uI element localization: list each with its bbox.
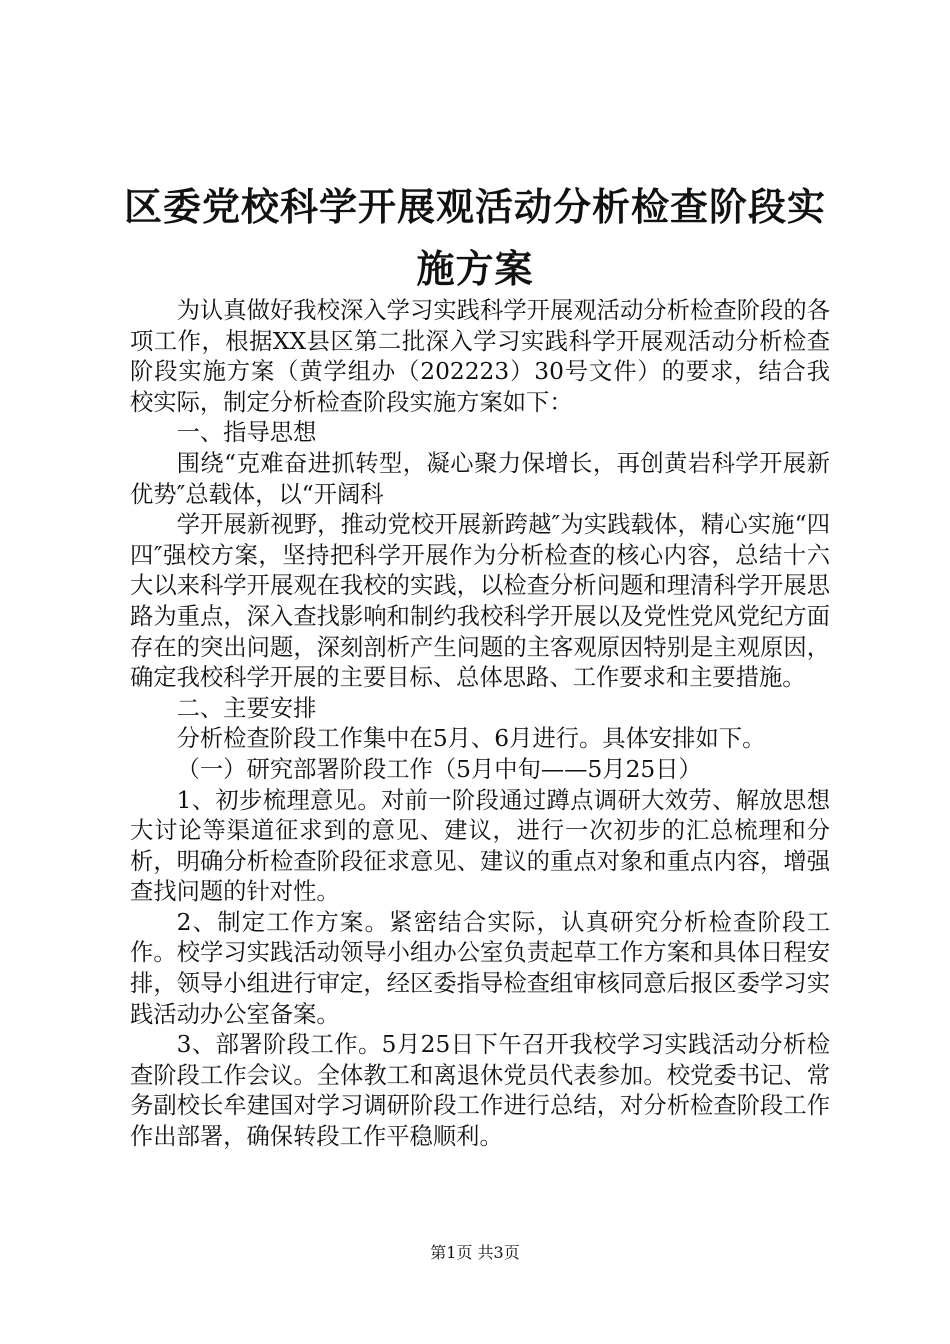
page-footer: 第1页 共3页 (430, 1243, 520, 1262)
paragraph-item-2: 2、制定工作方案。紧密结合实际，认真研究分析检查阶段工作。校学习实践活动领导小组办公室负责起草工作方案和具体日程安排，领导小组进行审定，经区委指导检查组审核同意后报区委学习实践活动办公室备案。 (130, 908, 830, 1028)
subsection-heading-research-deploy: （一）研究部署阶段工作（5月中旬——5月25日） (176, 755, 702, 783)
page-title: 区委党校科学开展观活动分析检查阶段实施方案 (123, 184, 826, 291)
paragraph-theme: 围绕“克难奋进抓转型，凝心聚力保增长，再创黄岩科学开展新优势″总载体，以“开阔科 (130, 449, 830, 508)
paragraph-item-1: 1、初步梳理意见。对前一阶段通过蹲点调研大效劳、解放思想大讨论等渠道征求到的意见、建议，进行一次初步的汇总梳理和分析，明确分析检查阶段征求意见、建议的重点对象和重点内容，增强查找问题的针对性。 (130, 786, 830, 906)
section-heading-guiding-thought: 一、指导思想 (176, 419, 317, 447)
paragraph-intro: 为认真做好我校深入学习实践科学开展观活动分析检查阶段的各项工作，根据XX县区第二批深入学习实践科学开展观活动分析检查阶段实施方案（黄学组办（202223）30号文件）的要求，结合我校实际，制定分析检查阶段实施方案如下： (130, 297, 830, 416)
section-heading-main-arrangement: 二、主要安排 (176, 694, 317, 722)
paragraph-theme-continued: 学开展新视野，推动党校开展新跨越″为实践载体，精心实施“四四″强校方案，坚持把科学开展作为分析检查的核心内容，总结十六大以来科学开展观在我校的实践，以检查分析问题和理清科学开展思路为重点，深入查找影响和制约我校科学开展以及党性党风党纪方面存在的突出问题，深刻剖析产生问题的主客观原因特别是主观原因，确定我校科学开展的主要目标、总体思路、工作要求和主要措施。 (130, 511, 830, 692)
paragraph-schedule: 分析检查阶段工作集中在5月、6月进行。具体安排如下。 (176, 725, 766, 753)
paragraph-item-3: 3、部署阶段工作。5月25日下午召开我校学习实践活动分析检查阶段工作会议。全体教工和离退休党员代表参加。校党委书记、常务副校长牟建国对学习调研阶段工作进行总结，对分析检查阶段工作作出部署，确保转段工作平稳顺利。 (130, 1031, 830, 1151)
document-body (130, 296, 830, 1153)
